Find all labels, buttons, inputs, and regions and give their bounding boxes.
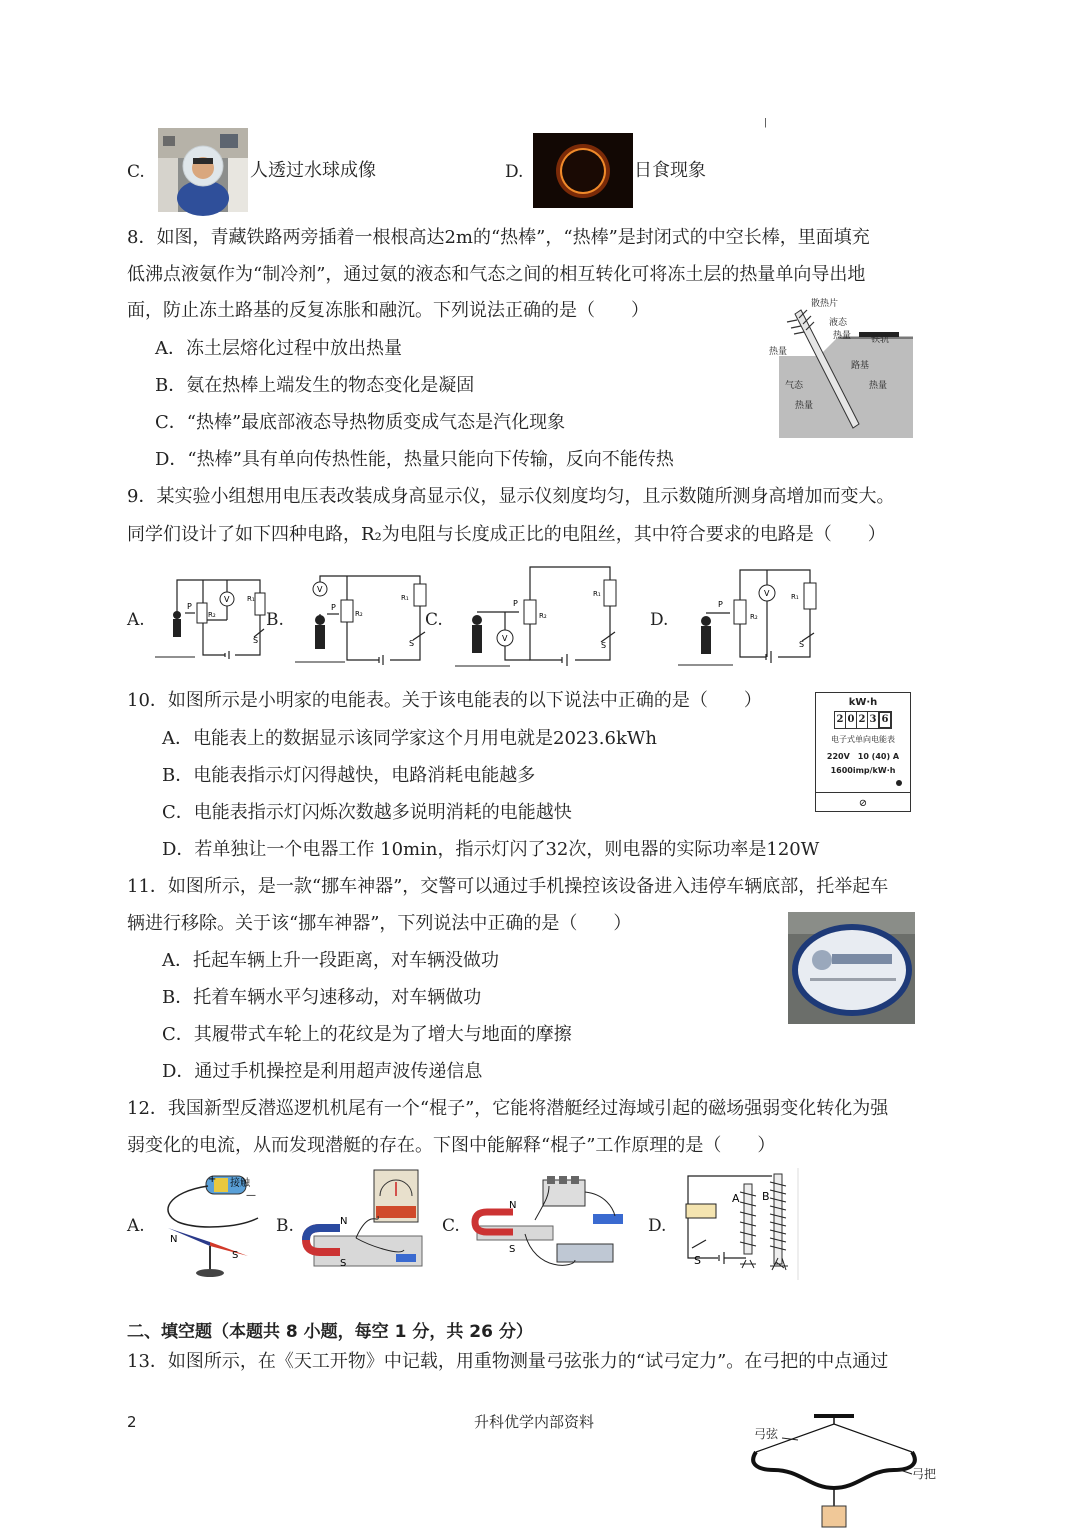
meter-digit: 2 [857,712,868,728]
q12-label-b: B. [276,1216,294,1236]
q8-option-c: C．“热棒”最底部液态导热物质变成气态是汽化现象 [155,412,566,433]
q11-stem-line-2: 辆进行移除。关于该“挪车神器”，下列说法中正确的是（ ） [127,913,632,934]
label-qitai: 气态 [785,381,804,391]
q8-option-b: B．氨在热棒上端发生的物态变化是凝固 [155,375,475,396]
circuit-c-r1: R₁ [593,590,601,598]
q12-stem-line-2: 弱变化的电流，从而发现潜艇的存在。下图中能解释“棍子”工作原理的是（ ） [127,1135,776,1156]
meter-symbol: ⊘ [858,798,868,809]
meter-display [834,711,892,729]
q8-stem-line-2: 低沸点液氨作为“制冷剂”，通过氨的液态和气态之间的相互转化可将冻土层的热量单向导出地 [127,264,866,285]
q8-stem-line-3: 面，防止冻土路基的反复冻胀和融沉。下列说法正确的是（ ） [127,300,649,321]
stray-mark: | [764,118,768,128]
fig-a-n: N [170,1234,178,1245]
fig-a-plus: + [208,1174,217,1185]
circuit-c-p: P [513,599,518,608]
q12-label-d: D. [648,1216,667,1236]
meter-digit: 2 [835,712,846,728]
circuit-b-r2: R₂ [355,610,363,618]
circuit-b-p: P [331,603,336,612]
circuit-d-p: P [718,600,723,609]
meter-digit: 3 [868,712,879,728]
q8-option-a: A．冻土层熔化过程中放出热量 [155,338,402,359]
circuit-a-p: P [187,602,192,611]
fig-c-n: N [509,1200,517,1211]
circuit-b-s: S [409,639,415,648]
label-reliang-right: 热量 [869,381,888,391]
circuit-c-v: V [502,634,508,643]
q9-label-c: C. [425,610,443,630]
fig-d-b: B [762,1190,770,1203]
q11-option-b: B．托着车辆水平匀速移动，对车辆做功 [162,987,482,1008]
q13-stem: 13．如图所示，在《天工开物》中记载，用重物测量弓弦张力的“试弓定力”。在弓把的中点通过 [127,1351,889,1372]
meter-name: 电子式单向电能表 [831,735,895,744]
label-reliang-left: 热量 [769,347,788,357]
q10-option-a: A．电能表上的数据显示该同学家这个月用电就是2023.6kWh [162,728,657,749]
q10-option-c: C．电能表指示灯闪烁次数越多说明消耗的电能越快 [162,802,572,823]
fig-b-n: N [340,1216,348,1227]
q9-stem-line-2: 同学们设计了如下四种电路，R₂为电阻与长度成正比的电阻丝，其中符合要求的电路是（ ） [127,524,886,545]
label-sanrepian: 散热片 [811,299,839,309]
bow-diagram [750,1408,950,1527]
q12-figure-d [674,1168,804,1280]
fig-a-jiechu: 接触 [230,1178,250,1189]
label-luji: 路基 [851,361,870,371]
q12-stem-line-1: 12．我国新型反潜巡逻机机尾有一个“棍子”，它能将潜艇经过海域引起的磁场强弱变化转化为强 [127,1098,889,1119]
circuit-c [455,562,625,672]
solar-eclipse-photo [533,133,633,208]
q12-label-c: C. [442,1216,460,1236]
q10-stem: 10．如图所示是小明家的电能表。关于该电能表的以下说法中正确的是（ ） [127,690,762,711]
q11-stem-line-1: 11．如图所示，是一款“挪车神器”，交警可以通过手机操控该设备进入违停车辆底部，托举起车 [127,876,889,897]
label-reliang-top: 热量 [833,331,852,341]
page-number: 2 [127,1413,137,1431]
q9-label-d: D. [650,610,669,630]
circuit-b [295,570,435,670]
q9-stem-line-1: 9．某实验小组想用电压表改装成身高显示仪，显示仪刻度均匀，且示数随所测身高增加而变大。 [127,486,895,507]
label-yetai: 液态 [829,318,848,328]
meter-unit: kW·h [848,697,878,708]
footer-text: 升科优学内部资料 [474,1413,595,1431]
q7-option-c-label: C. [127,162,145,182]
fig-a-minus: — [246,1190,256,1201]
fig-d-s: S [694,1254,701,1267]
fig-c-s: S [509,1244,516,1255]
circuit-c-s: S [601,641,607,650]
label-gongxian: 弓弦 [754,1427,779,1441]
fig-b-s: S [340,1258,347,1269]
circuit-d-r1: R₁ [791,593,799,601]
section-2-title: 二、填空题（本题共 8 小题，每空 1 分，共 26 分） [127,1322,533,1342]
fig-a-s: S [232,1250,239,1261]
q12-label-a: A. [127,1216,145,1236]
circuit-c-r2: R₂ [539,612,547,620]
q8-stem-line-1: 8．如图，青藏铁路两旁插着一根根高达2m的“热棒”，“热棒”是封闭式的中空长棒，里面填充 [127,227,870,248]
heat-rod-diagram [769,296,913,438]
q9-label-a: A. [127,610,145,630]
q11-option-c: C．其履带式车轮上的花纹是为了增大与地面的摩擦 [162,1024,572,1045]
circuit-a-v: V [224,595,230,604]
q11-option-d: D．通过手机操控是利用超声波传递信息 [162,1061,483,1082]
q10-option-b: B．电能表指示灯闪得越快，电路消耗电能越多 [162,765,536,786]
q11-option-a: A．托起车辆上升一段距离，对车辆没做功 [162,950,499,971]
meter-spec: 220V 10 (40) A [826,752,900,761]
circuit-d [678,565,823,670]
circuit-a-r2: R₂ [208,611,216,619]
label-reliang-bottom: 热量 [795,401,814,411]
q7-option-d-text: 日食现象 [634,160,706,181]
circuit-d-s: S [799,640,805,649]
circuit-d-r2: R₂ [750,613,758,621]
q10-option-d: D．若单独让一个电器工作 10min，指示灯闪了32次，则电器的实际功率是120W [162,839,820,860]
car-mover-photo [788,912,915,1024]
circuit-b-r1: R₁ [401,594,409,602]
circuit-a [155,575,270,665]
label-tiegui: 铁轨 [871,335,890,345]
q7-option-d-label: D. [505,162,524,182]
circuit-a-s: S [253,636,259,645]
circuit-d-v: V [764,589,770,598]
astronaut-photo [158,128,248,212]
circuit-a-r1: R₁ [247,595,255,603]
q12-figure-a [148,1172,268,1280]
q7-option-c-text: 人透过水球成像 [250,160,376,181]
meter-imp: 1600imp/kW·h [830,766,896,775]
meter-digit-decimal: 6 [879,712,891,728]
fig-d-a: A [732,1192,740,1205]
q12-figure-c [465,1172,630,1280]
meter-digit: 0 [846,712,857,728]
label-gongba: 弓把 [912,1467,937,1481]
q8-option-d: D．“热棒”具有单向传热性能，热量只能向下传输，反向不能传热 [155,449,674,470]
q9-label-b: B. [266,610,284,630]
electricity-meter [815,692,911,812]
circuit-b-v: V [317,585,323,594]
q12-figure-b [300,1166,430,1278]
meter-indicator-light [896,780,902,786]
